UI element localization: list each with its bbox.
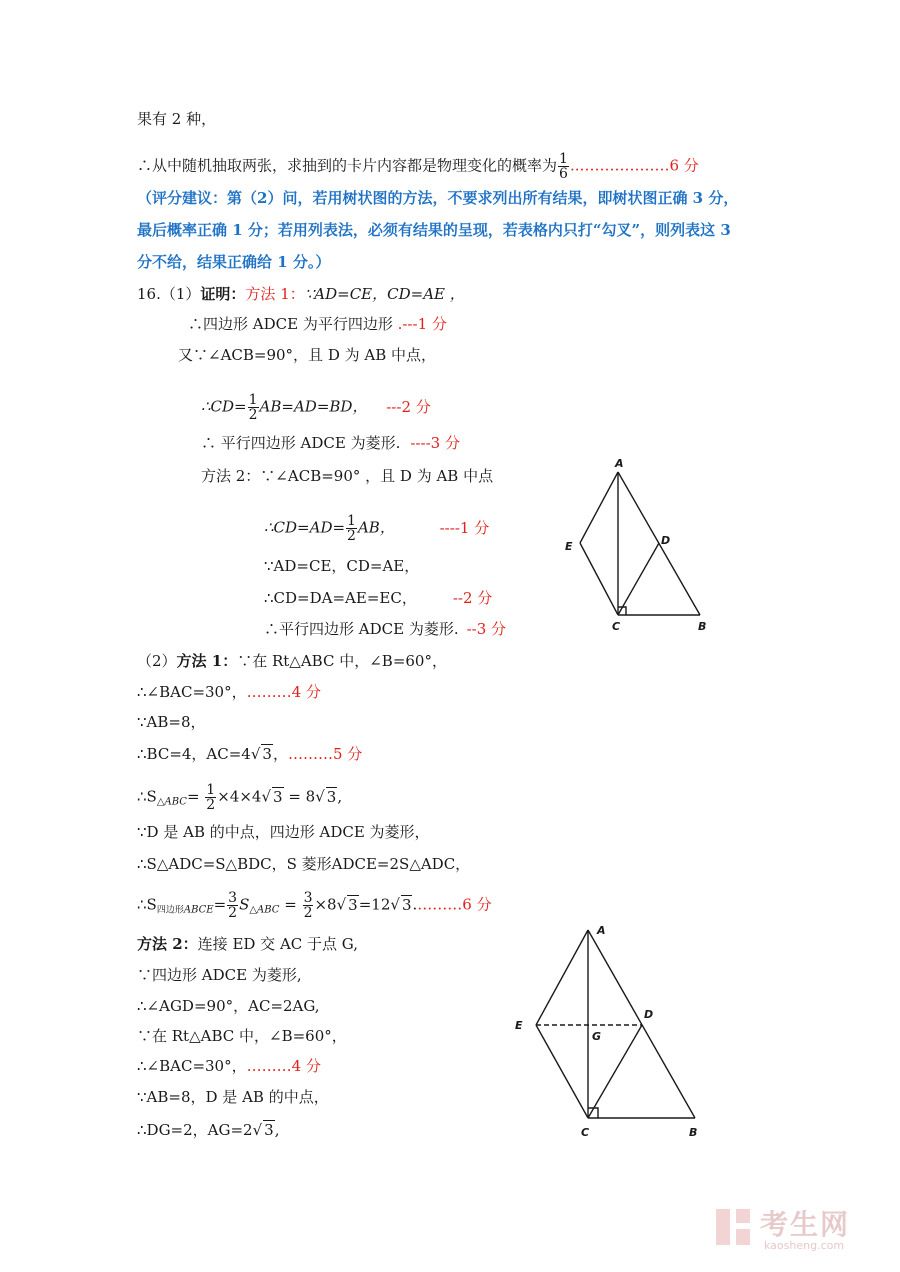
fraction: $\frac{1}{6}$	[559, 151, 568, 182]
solution-line: $\therefore S_{四边形ABCE}=$ $\frac{3}{2}$ $S_{\triangle ABC}$ = $\frac{3}{2}$ ×8√ 3=12√ 3.………6 分	[137, 890, 492, 921]
watermark	[714, 1203, 884, 1258]
segment-AE	[536, 930, 588, 1025]
question-16-header: 16.（1）证明：方法 1：∵AD=CE，CD=AE ，	[137, 285, 465, 303]
proof-line: 又∵∠ACB=90°，且 D 为 AB 中点，	[178, 346, 437, 364]
label-C: C	[612, 620, 621, 633]
part-2-header: （2）方法 1：∵在 Rt△ABC 中，∠B=60°，	[137, 652, 447, 670]
solution-line: ∵AB=8，	[137, 713, 206, 731]
proof-line: ∴CD=DA=AE=EC， --2 分	[264, 589, 493, 607]
scoring-note: （评分建议：第（2）问，若用树状图的方法，不要求列出所有结果，即树状图正确 3 分，	[137, 189, 739, 207]
solution-line: ∴DG=2，AG=2√ 3,	[137, 1121, 280, 1139]
label-C: C	[581, 1126, 590, 1139]
scoring-note: 最后概率正确 1 分；若用列表法，必须有结果的呈现，若表格内只打“勾叉”，则列表这 3	[137, 221, 731, 239]
watermark-url: kaosheng.com	[764, 1239, 845, 1252]
proof-line: ∴ 平行四边形 ADCE 为菱形. ----3 分	[201, 434, 460, 452]
proof-line: ∴平行四边形 ADCE 为菱形. --3 分	[264, 620, 507, 638]
proof-line: ∴CD= $\frac{1}{2}$ AB=AD=BD， ---2 分	[201, 392, 431, 423]
solution-line: ∴∠BAC=30°，………4 分	[137, 1057, 321, 1075]
label-D: D	[661, 534, 671, 547]
solution-line: ∴∠BAC=30°，………4 分	[137, 683, 321, 701]
watermark-brand: 考生网	[760, 1208, 851, 1241]
probability-line: ∴从中随机抽取两张，求抽到的卡片内容都是物理变化的概率为 $\frac{1}{6}$ ..………………6 分	[137, 151, 699, 182]
solution-line: ∵D 是 AB 的中点，四边形 ADCE 为菱形，	[137, 823, 430, 841]
text-line: 果有 2 种，	[137, 110, 217, 128]
solution-line: ∴S△ADC=S△BDC，S 菱形ADCE=2S△ADC，	[137, 855, 471, 873]
label-E: E	[565, 540, 573, 553]
label-A: A	[615, 457, 624, 470]
solution-line: ∴∠AGD=90°，AC=2AG,	[137, 997, 320, 1015]
segment-CD	[618, 543, 659, 615]
proof-line: 方法 2：∵∠ACB=90° ，且 D 为 AB 中点	[201, 467, 494, 485]
scoring-note: 分不给，结果正确给 1 分。）	[137, 253, 331, 271]
label-A: A	[597, 924, 606, 937]
solution-line: ∵四边形 ADCE 为菱形,	[137, 966, 302, 984]
proof-line: ∴CD=AD= $\frac{1}{2}$ AB， ----1 分	[264, 513, 490, 544]
score-mark: ..………………6 分	[569, 156, 699, 175]
segment-EC	[536, 1025, 588, 1118]
solution-line: ∵AB=8，D 是 AB 的中点，	[137, 1088, 329, 1106]
solution-line: $\therefore S_{\triangle ABC}=$ $\frac{1}{2}$ ×4×4√ 3 = 8√ 3,	[137, 782, 343, 813]
segment-AE	[580, 472, 618, 543]
solution-line: ∵在 Rt△ABC 中，∠B=60°，	[137, 1027, 347, 1045]
label-G: G	[592, 1030, 602, 1043]
solution-line: ∴BC=4，AC=4√ 3，………5 分	[137, 745, 363, 763]
label-D: D	[644, 1008, 654, 1021]
label-E: E	[515, 1019, 523, 1032]
rhombus-figure-1	[555, 455, 725, 640]
label-B: B	[689, 1126, 698, 1139]
proof-line: ∴四边形 ADCE 为平行四边形 .---1 分	[188, 315, 447, 333]
rhombus-figure-2	[505, 918, 720, 1143]
segment-EC	[580, 543, 618, 615]
proof-line: ∵AD=CE，CD=AE，	[264, 557, 420, 575]
solution-line: 方法 2：连接 ED 交 AC 于点 G,	[137, 935, 359, 953]
watermark-logo-icon	[714, 1205, 754, 1249]
label-B: B	[698, 620, 707, 633]
